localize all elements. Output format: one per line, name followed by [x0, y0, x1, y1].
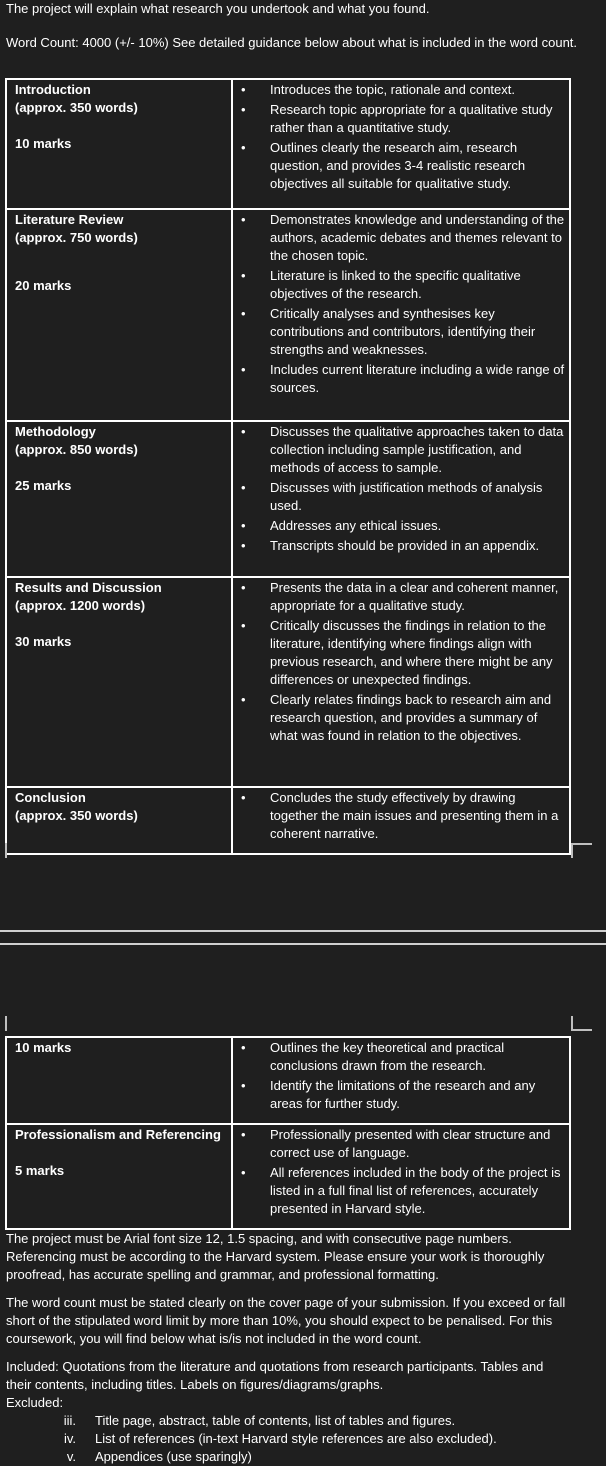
section-words: (approx. 350 words)	[15, 808, 138, 823]
criteria-cell	[232, 577, 570, 787]
section-title: Literature Review	[15, 212, 124, 227]
list-item: • Critically analyses and synthesises key contributions and contributors, identifying their strengths and weaknesses.	[241, 305, 565, 359]
list-text: Appendices (use sparingly)	[95, 1449, 252, 1464]
list-item: • Addresses any ethical issues.	[241, 517, 565, 535]
list-item: • Discusses the qualitative approaches taken to data collection including sample justification, and methods of access to sample.	[241, 423, 565, 477]
list-item	[6, 1412, 572, 1430]
table-row	[6, 421, 570, 577]
list-item	[6, 1448, 572, 1466]
intro-section	[6, 0, 596, 52]
section-marks: 5 marks	[15, 1163, 65, 1178]
word-count-paragraph: The word count must be stated clearly on the cover page of your submission. If you exceed or fall short of the stipulated word limit by more than 10%, you should expect to be penalised. For this coursework, you will find below what is/is not included in the word count.	[6, 1295, 566, 1346]
included-paragraph: Included: Quotations from the literature and quotations from research participants. Tables and their contents, including titles. Labels on figures/diagrams/graphs.	[6, 1359, 544, 1392]
table-row	[6, 79, 570, 209]
section-cell	[6, 1124, 232, 1229]
criteria-cell	[232, 421, 570, 577]
list-item: • All references included in the body of the project is listed in a full final list of references, accurately presented in Harvard style.	[241, 1164, 565, 1218]
list-item: • Critically discusses the findings in relation to the literature, identifying where findings align with previous research, and where there might be any differences or unexpected findings.	[241, 617, 565, 689]
footer-guidance	[6, 1230, 572, 1466]
intro-line-1: The project will explain what research you undertook and what you found.	[6, 1, 430, 16]
list-item: • Outlines clearly the research aim, research question, and provides 3-4 realistic research objectives all suitable for qualitative study.	[241, 139, 565, 193]
criteria-cell	[232, 787, 570, 854]
list-item: • Discusses with justification methods of analysis used.	[241, 479, 565, 515]
section-marks: 30 marks	[15, 634, 72, 649]
section-words: (approx. 850 words)	[15, 442, 138, 457]
section-words: (approx. 350 words)	[15, 100, 138, 115]
list-item: • Professionally presented with clear structure and correct use of language.	[241, 1126, 565, 1162]
list-number: v.	[66, 1449, 76, 1464]
crop-mark	[5, 1016, 7, 1031]
crop-mark	[571, 843, 573, 858]
table-row	[6, 577, 570, 787]
excluded-list	[6, 1412, 572, 1466]
list-item: • Demonstrates knowledge and understanding of the authors, academic debates and themes relevant to the chosen topic.	[241, 211, 565, 265]
section-title: Introduction	[15, 82, 91, 97]
section-title: Results and Discussion	[15, 580, 162, 595]
list-item: • Includes current literature including a wide range of sources.	[241, 361, 565, 397]
section-cell	[6, 209, 232, 421]
table-row	[6, 787, 570, 854]
criteria-cell	[232, 79, 570, 209]
section-marks: 10 marks	[15, 1040, 72, 1055]
list-item: • Presents the data in a clear and coherent manner, appropriate for a qualitative study.	[241, 579, 565, 615]
section-marks: 20 marks	[15, 278, 72, 293]
crop-mark	[5, 843, 7, 858]
list-item: • Research topic appropriate for a qualitative study rather than a quantitative study.	[241, 101, 565, 137]
section-title: Conclusion	[15, 790, 86, 805]
section-marks: 10 marks	[15, 136, 72, 151]
list-item	[6, 1430, 572, 1448]
list-item: • Outlines the key theoretical and practical conclusions drawn from the research.	[241, 1039, 565, 1075]
page-break-divider	[0, 943, 606, 945]
section-marks: 25 marks	[15, 478, 72, 493]
word-count-line: Word Count: 4000 (+/- 10%) See detailed guidance below about what is included in the word count.	[6, 35, 578, 50]
crop-mark	[571, 1029, 592, 1031]
list-item: • Introduces the topic, rationale and context.	[241, 81, 565, 99]
list-item: • Transcripts should be provided in an appendix.	[241, 537, 565, 555]
section-cell	[6, 577, 232, 787]
list-item: • Clearly relates findings back to research aim and research question, and provides a summary of what was found in relation to the objectives.	[241, 691, 565, 745]
list-item: • Identify the limitations of the research and any areas for further study.	[241, 1077, 565, 1113]
formatting-paragraph: The project must be Arial font size 12, 1.5 spacing, and with consecutive page numbers. Referencing must be according to the Harvard system. Please ensure your work is thoroughly proofread, has accurate spelling and grammar, and professional formatting.	[6, 1231, 545, 1282]
criteria-cell	[232, 1037, 570, 1124]
table-row	[6, 1037, 570, 1124]
page-break-divider	[0, 930, 606, 932]
criteria-cell	[232, 209, 570, 421]
list-item: • Literature is linked to the specific qualitative objectives of the research.	[241, 267, 565, 303]
section-cell	[6, 787, 232, 854]
list-text: List of references (in-text Harvard style references are also excluded).	[95, 1431, 497, 1446]
section-words: (approx. 750 words)	[15, 230, 138, 245]
list-number: iv.	[63, 1431, 76, 1446]
excluded-label: Excluded:	[6, 1395, 64, 1410]
rubric-table-top	[5, 78, 571, 855]
section-cell	[6, 79, 232, 209]
section-cell	[6, 1037, 232, 1124]
crop-mark	[571, 843, 592, 845]
rubric-table-bottom	[5, 1036, 571, 1230]
table-row	[6, 1124, 570, 1229]
list-text: Title page, abstract, table of contents, list of tables and figures.	[95, 1413, 456, 1428]
section-cell	[6, 421, 232, 577]
list-item: • Concludes the study effectively by drawing together the main issues and presenting them in a coherent narrative.	[241, 789, 565, 843]
section-title: Methodology	[15, 424, 96, 439]
criteria-cell	[232, 1124, 570, 1229]
section-words: (approx. 1200 words)	[15, 598, 146, 613]
list-number: iii.	[63, 1413, 76, 1428]
table-row	[6, 209, 570, 421]
section-title: Professionalism and Referencing	[15, 1127, 221, 1142]
